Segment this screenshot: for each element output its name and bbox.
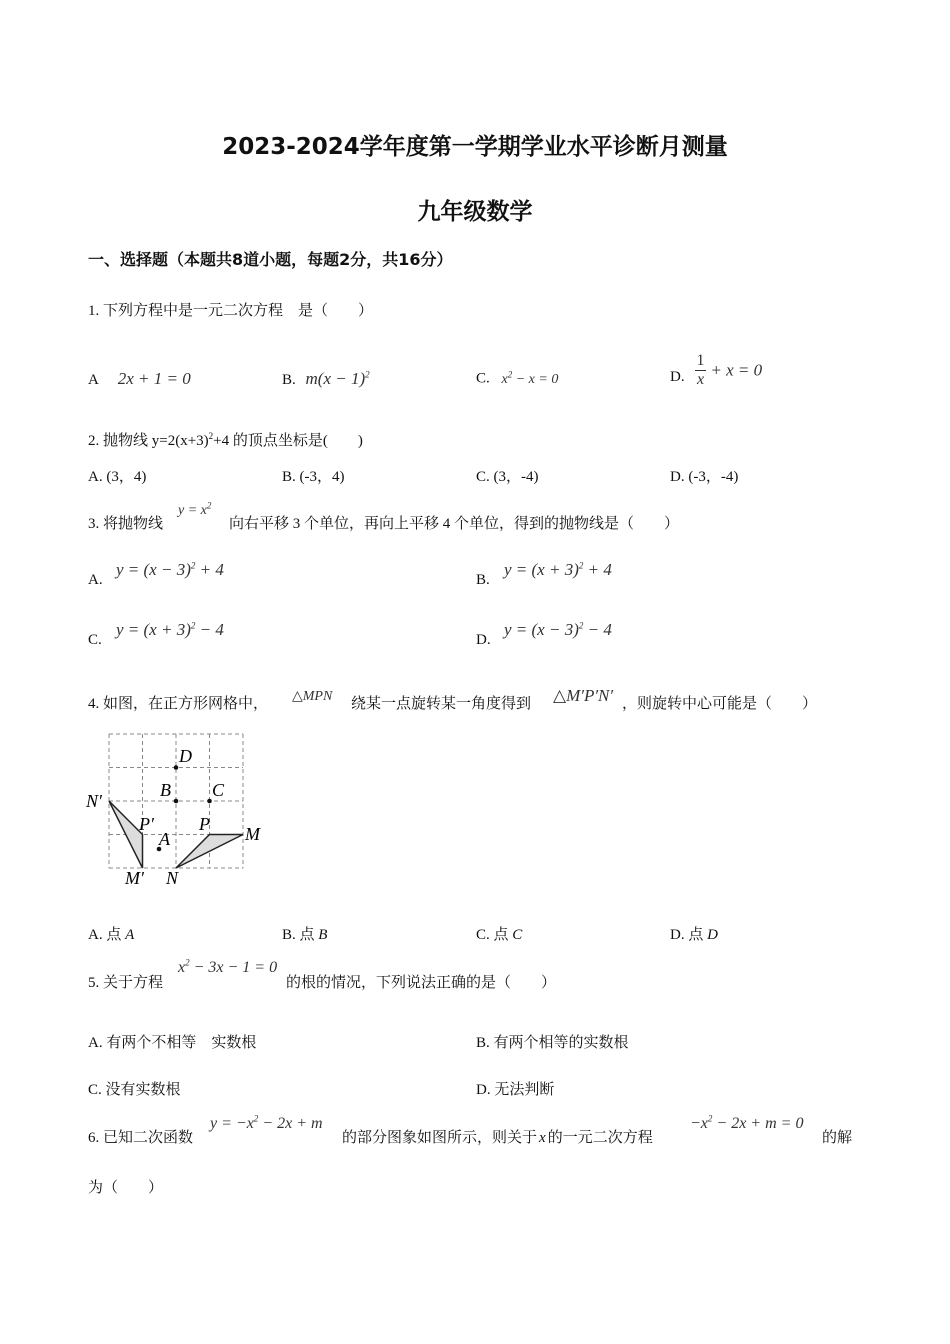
q1-option-d-math: $\frac{1}{x}$ + x = 0 bbox=[696, 352, 763, 388]
q3-option-c-letter: C. bbox=[88, 632, 102, 648]
q2-option-d: D. (-3，-4) bbox=[670, 469, 739, 485]
q6-stem-line2: 为（ ） bbox=[88, 1180, 164, 1196]
q5-equation: $x^2 - 3x - 1 = 0$ bbox=[178, 958, 278, 977]
label-m-prime: M′ bbox=[125, 868, 144, 888]
exam-subtitle: 九年级数学 bbox=[417, 199, 533, 225]
q1-stem: 1. 下列方程中是一元二次方程 是（ ） bbox=[88, 303, 374, 319]
point-b bbox=[174, 799, 179, 804]
q2-option-a: A. (3，4) bbox=[88, 469, 147, 485]
q6-function: $y = -x^2 - 2x + m$ bbox=[210, 1114, 323, 1133]
q1-option-a: A 2x + 1 = 0 bbox=[88, 369, 191, 388]
label-n-prime: N′ bbox=[86, 791, 102, 811]
q3-option-a-math: $y = (x - 3)^2 + 4$ bbox=[116, 560, 224, 579]
q1-option-c: C. $x^2 - x = 0$ bbox=[476, 369, 559, 387]
q3-option-d-math: $y = (x - 3)^2 - 4$ bbox=[504, 620, 612, 639]
q5-option-a: A. 有两个不相等 实数根 bbox=[88, 1035, 257, 1051]
q4-triangle-1: △MPN bbox=[292, 689, 333, 704]
q5-stem: 5. 关于方程 bbox=[88, 975, 164, 991]
q6-stem: 6. 已知二次函数 bbox=[88, 1130, 194, 1146]
label-n: N bbox=[166, 868, 179, 888]
label-m: M bbox=[245, 824, 260, 844]
q3-stem-rest: 向右平移 3 个单位，再向上平移 4 个单位，得到的抛物线是（ ） bbox=[229, 516, 680, 532]
point-d bbox=[174, 765, 179, 770]
q3-stem: 3. 将抛物线 bbox=[88, 516, 164, 532]
q3-option-d-letter: D. bbox=[476, 632, 491, 648]
label-p: P bbox=[199, 814, 210, 834]
q4-option-d: D. 点 D bbox=[670, 927, 718, 943]
q2-option-b: B. (-3，4) bbox=[282, 469, 345, 485]
q4-option-c: C. 点 C bbox=[476, 927, 523, 943]
q5-option-b: B. 有两个相等的实数根 bbox=[476, 1035, 629, 1051]
q4-stem-mid: 绕某一点旋转某一角度得到 bbox=[351, 696, 532, 712]
q3-option-a-letter: A. bbox=[88, 572, 103, 588]
label-a: A bbox=[159, 829, 170, 849]
q4-stem-end: ，则旋转中心可能是（ ） bbox=[622, 696, 818, 712]
q5-option-d: D. 无法判断 bbox=[476, 1082, 555, 1098]
q4-triangle-2: △M′P′N′ bbox=[553, 686, 614, 705]
q5-stem-rest: 的根的情况，下列说法正确的是（ ） bbox=[286, 975, 557, 991]
q6-stem-end: 的解 bbox=[822, 1130, 853, 1146]
q1-option-d: D. bbox=[670, 369, 685, 385]
q1-option-b: B. $m(x - 1)^2$ bbox=[282, 369, 370, 388]
q3-option-b-math: $y = (x + 3)^2 + 4$ bbox=[504, 560, 612, 579]
q4-grid-figure bbox=[80, 726, 280, 896]
exam-title: 2023-2024学年度第一学期学业水平诊断月测量 bbox=[222, 134, 728, 160]
label-b: B bbox=[160, 780, 171, 800]
section-heading: 一、选择题（本题共8道小题，每题2分，共16分） bbox=[88, 250, 453, 269]
triangle-mpn-prime bbox=[109, 801, 143, 868]
q6-equation: $-x^2 - 2x + m = 0$ bbox=[690, 1114, 804, 1133]
q3-stem-math: $y = x^2$ bbox=[178, 500, 212, 518]
q3-option-b-letter: B. bbox=[476, 572, 490, 588]
q4-option-b: B. 点 B bbox=[282, 927, 328, 943]
q5-option-c: C. 没有实数根 bbox=[88, 1082, 181, 1098]
q3-option-c-math: $y = (x + 3)^2 - 4$ bbox=[116, 620, 224, 639]
q4-option-a: A. 点 A bbox=[88, 927, 135, 943]
label-d: D bbox=[179, 746, 192, 766]
label-p-prime: P′ bbox=[139, 814, 154, 834]
q4-stem: 4. 如图，在正方形网格中， bbox=[88, 696, 269, 712]
q6-stem-mid: 的部分图象如图所示，则关于 x 的一元二次方程 bbox=[342, 1130, 653, 1146]
q2-option-c: C. (3，-4) bbox=[476, 469, 539, 485]
label-c: C bbox=[212, 780, 225, 800]
q2-stem: 2. 抛物线 $y=2(x+3)^2+4$ 的顶点坐标是( ) bbox=[88, 431, 363, 449]
